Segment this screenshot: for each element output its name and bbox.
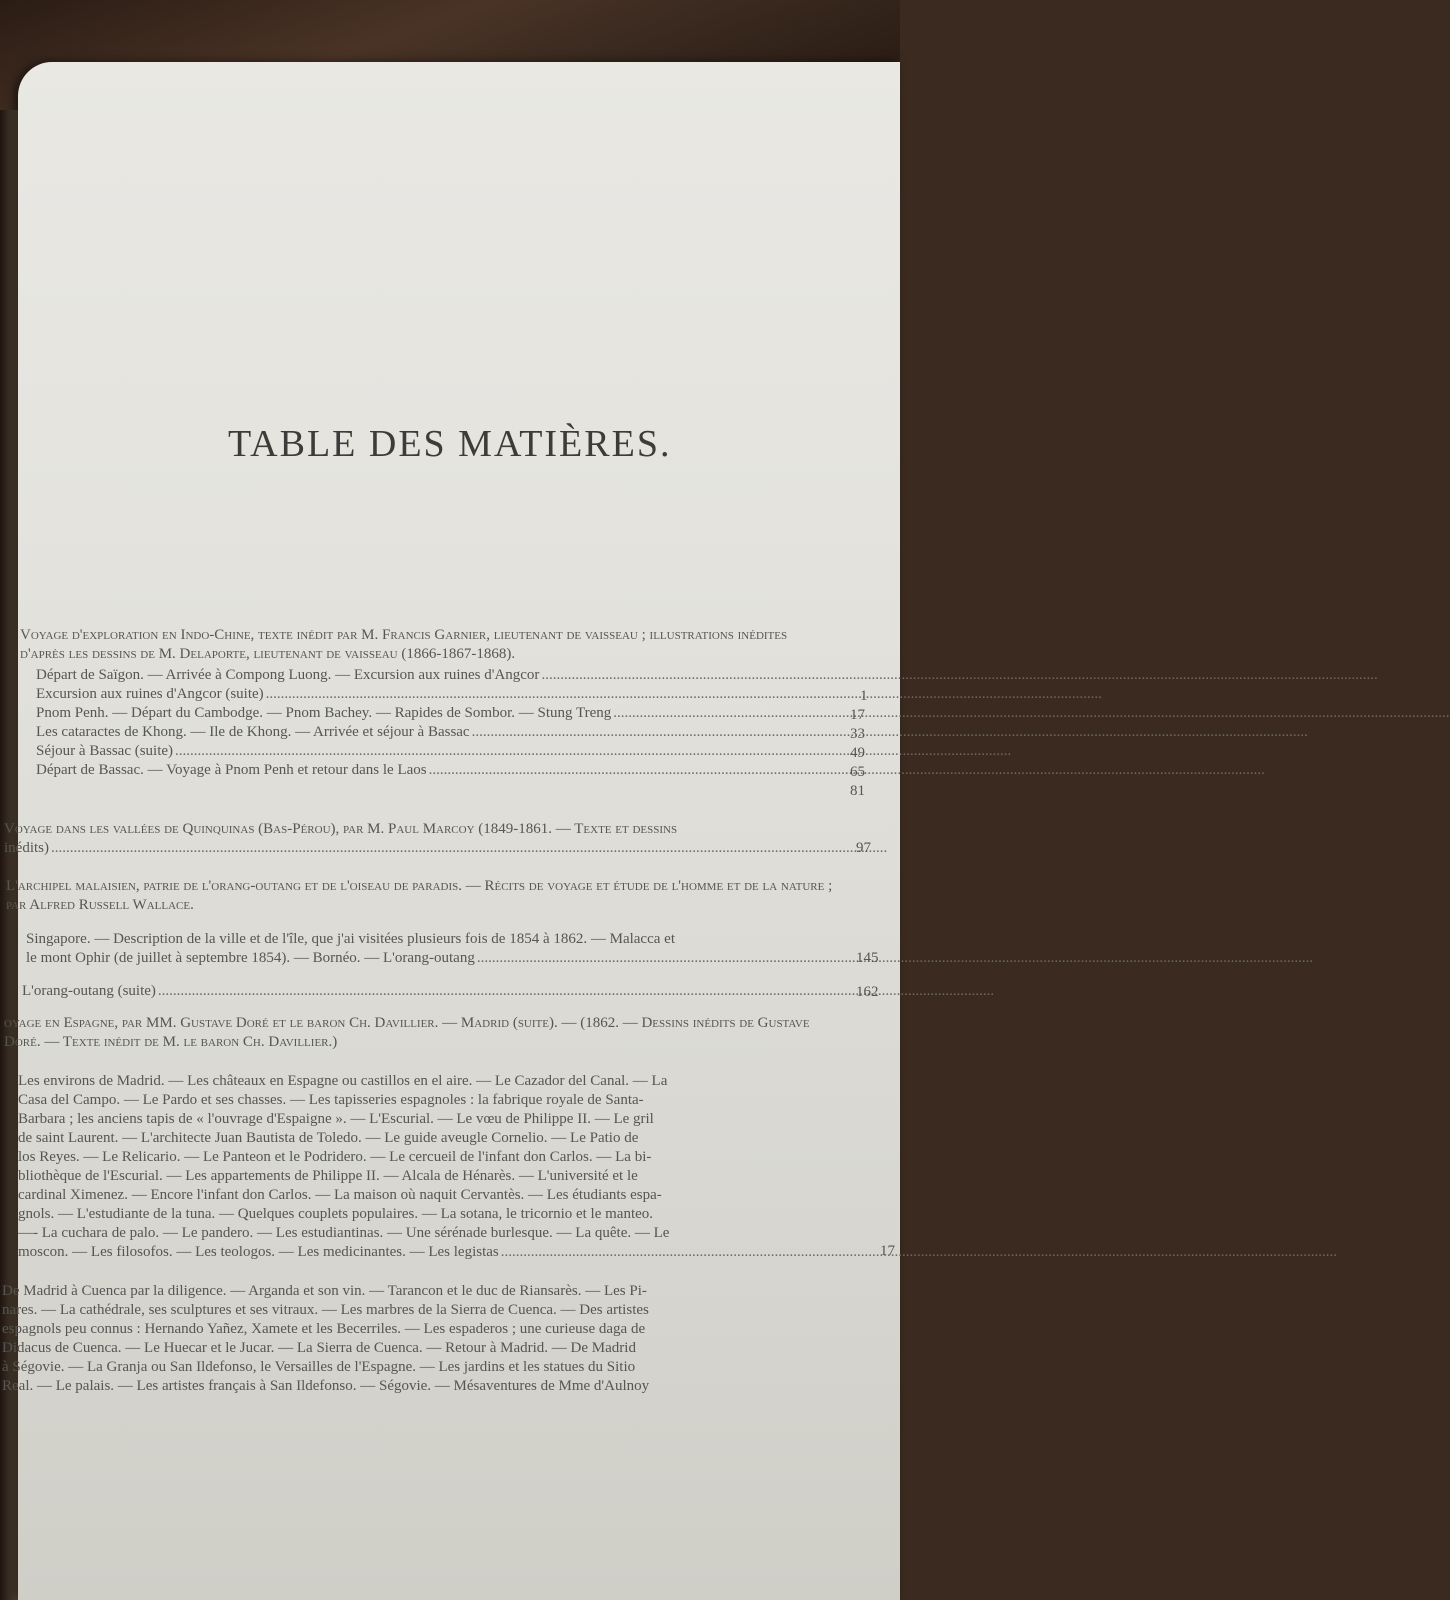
toc-text-line: de saint Laurent. — L'architecte Juan Bautista de Toledo. — Le guide aveugle Cornelio. — Le Patio de xyxy=(18,1130,639,1146)
section-3-items xyxy=(22,930,826,1001)
toc-entry xyxy=(36,666,836,685)
toc-text-line: gnols. — L'estudiante de la tuna. — Quelques couplets populaires. — La sotana, le tricornio et le manteo. xyxy=(18,1206,654,1222)
toc-text-line: Casa del Campo. — Le Pardo et ses chasses. — Les tapisseries espagnoles : la fabrique royale de Santa- xyxy=(18,1092,644,1108)
toc-entry-text: Pnom Penh. — Départ du Cambodge. — Pnom Bachey. — Rapides de Sombor. — Stung Treng xyxy=(36,705,612,721)
leader-dots xyxy=(477,949,1313,968)
toc-entry xyxy=(36,761,836,780)
toc-entry-text: Séjour à Bassac (suite) xyxy=(36,743,174,759)
toc-entry-text: Les cataractes de Khong. — Ile de Khong. — Arrivée et séjour à Bassac xyxy=(36,724,470,740)
toc-entry xyxy=(26,949,826,968)
toc-text-line: Didacus de Cuenca. — Le Huecar et le Jucar. — La Sierra de Cuenca. — Retour à Madrid. — De Madrid xyxy=(2,1340,636,1356)
leader-dots xyxy=(266,685,1102,704)
toc-text-line: bliothèque de l'Escurial. — Les appartements de Philippe II. — Alcala de Hénarès. — L'université et le xyxy=(18,1168,638,1184)
leader-dots xyxy=(175,742,1011,761)
toc-text-line: espagnols peu connus : Hernando Yañez, Xamete et les Becerriles. — Les espaderos ; une curieuse daga de xyxy=(2,1321,646,1337)
toc-entry xyxy=(36,742,836,761)
toc-entry-text: moscon. — Les filosofos. — Les teologos. — Les medicinantes. — Les legistas xyxy=(18,1244,499,1260)
leader-dots xyxy=(472,723,1308,742)
page-number: 145 xyxy=(856,950,879,966)
leader-dots xyxy=(613,704,1449,723)
page-number: 162 xyxy=(856,984,879,1000)
page-number: 17 xyxy=(850,707,865,723)
page-number: 33 xyxy=(850,726,865,742)
leader-dots xyxy=(51,839,887,858)
toc-text-line: De Madrid à Cuenca par la diligence. — Arganda et son vin. — Tarancon et le duc de Riansarès. — Les Pi- xyxy=(2,1283,647,1299)
toc-text-line: Real. — Le palais. — Les artistes français à San Ildefonso. — Ségovie. — Mésaventures de Mme d'Aulnoy xyxy=(2,1378,650,1394)
page-number: 97 xyxy=(856,840,871,856)
toc-text-line: cardinal Ximenez. — Encore l'infant don Carlos. — La maison où naquit Cervantès. — Les étudiants espa- xyxy=(18,1187,662,1203)
section-heading-quinquinas: Voyage dans les vallées de Quinquinas (Bas-Pérou), par M. Paul Marcoy (1849-1861. — Texte et dessins xyxy=(4,821,678,837)
toc-entry-text: Départ de Bassac. — Voyage à Pnom Penh et retour dans le Laos xyxy=(36,762,427,778)
page-number: 1 xyxy=(860,688,868,704)
toc-entry xyxy=(36,685,836,704)
section-heading-espagne: oyage en Espagne, par MM. Gustave Doré et le baron Ch. Davillier. — Madrid (suite). — (1862. — Dessins inédits de Gustave Doré. — Texte inédit de M. le baron Ch. Davillier.) xyxy=(4,1015,810,1050)
page-number: 65 xyxy=(850,764,865,780)
toc-entry-text: Excursion aux ruines d'Angcor (suite) xyxy=(36,686,264,702)
toc-text-line: Les environs de Madrid. — Les châteaux en Espagne ou castillos en el aire. — Le Cazador del Canal. — La xyxy=(18,1073,668,1089)
page-number: 81 xyxy=(850,783,865,799)
toc-text-line: los Reyes. — Le Relicario. — Le Panteon et le Podridero. — Le cercueil de l'infant don Carlos. — La bi- xyxy=(18,1149,652,1165)
toc-entry xyxy=(36,704,836,723)
toc-entry xyxy=(4,839,814,858)
page-number: 17 xyxy=(880,1243,895,1259)
page-title: TABLE DES MATIÈRES. xyxy=(228,423,672,465)
leader-dots xyxy=(429,761,1265,780)
section-heading-archipel: L'archipel malaisien, patrie de l'orang-outang et de l'oiseau de paradis. — Récits de voyage et étude de l'homme et de la nature ; par Alfred Russell Wallace. xyxy=(6,878,833,913)
toc-text-line: à Ségovie. — La Granja ou San Ildefonso, le Versailles de l'Espagne. — Les jardins et les statues du Sitio xyxy=(2,1359,636,1375)
toc-entry xyxy=(18,1243,830,1262)
toc-entry xyxy=(22,982,826,1001)
leader-dots xyxy=(501,1243,1337,1262)
toc-entry-text: Singapore. — Description de la ville et de l'île, que j'ai visitées plusieurs fois de 1854 à 1862. — Malacca et xyxy=(26,931,675,947)
page-number: 49 xyxy=(850,745,865,761)
toc-text-line: —- La cuchara de palo. — Le pandero. — Les estudiantinas. — Une sérénade burlesque. — La quête. — Le xyxy=(18,1225,670,1241)
leader-dots xyxy=(541,666,1377,685)
toc-entry-text: L'orang-outang (suite) xyxy=(22,983,156,999)
section-1-items xyxy=(36,666,836,780)
book-page xyxy=(2,62,900,1600)
toc-entry xyxy=(36,723,836,742)
toc-entry-text: le mont Ophir (de juillet à septembre 1854). — Bornéo. — L'orang-outang xyxy=(26,950,475,966)
section-4-paragraph-2 xyxy=(2,1282,832,1396)
toc-text-line: Barbara ; les anciens tapis de « l'ouvrage d'Espaigne ». — L'Escurial. — Le vœu de Philippe II. — Le gril xyxy=(18,1111,654,1127)
section-4-paragraph-1 xyxy=(18,1072,830,1262)
section-quinquinas xyxy=(4,820,814,858)
toc-entry-text: inédits) xyxy=(4,840,49,856)
toc-text-line: nares. — La cathédrale, ses sculptures et ses vitraux. — Les marbres de la Sierra de Cuenca. — Des artistes xyxy=(2,1302,649,1318)
section-heading-indochine: Voyage d'exploration en Indo-Chine, texte inédit par M. Francis Garnier, lieutenant de vaisseau ; illustrations inédites d'après les dessins de M. Delaporte, lieutenant de vaisseau (1866-1867-1868). xyxy=(20,627,788,662)
toc-entry-text: Départ de Saïgon. — Arrivée à Compong Luong. — Excursion aux ruines d'Angcor xyxy=(36,667,540,683)
